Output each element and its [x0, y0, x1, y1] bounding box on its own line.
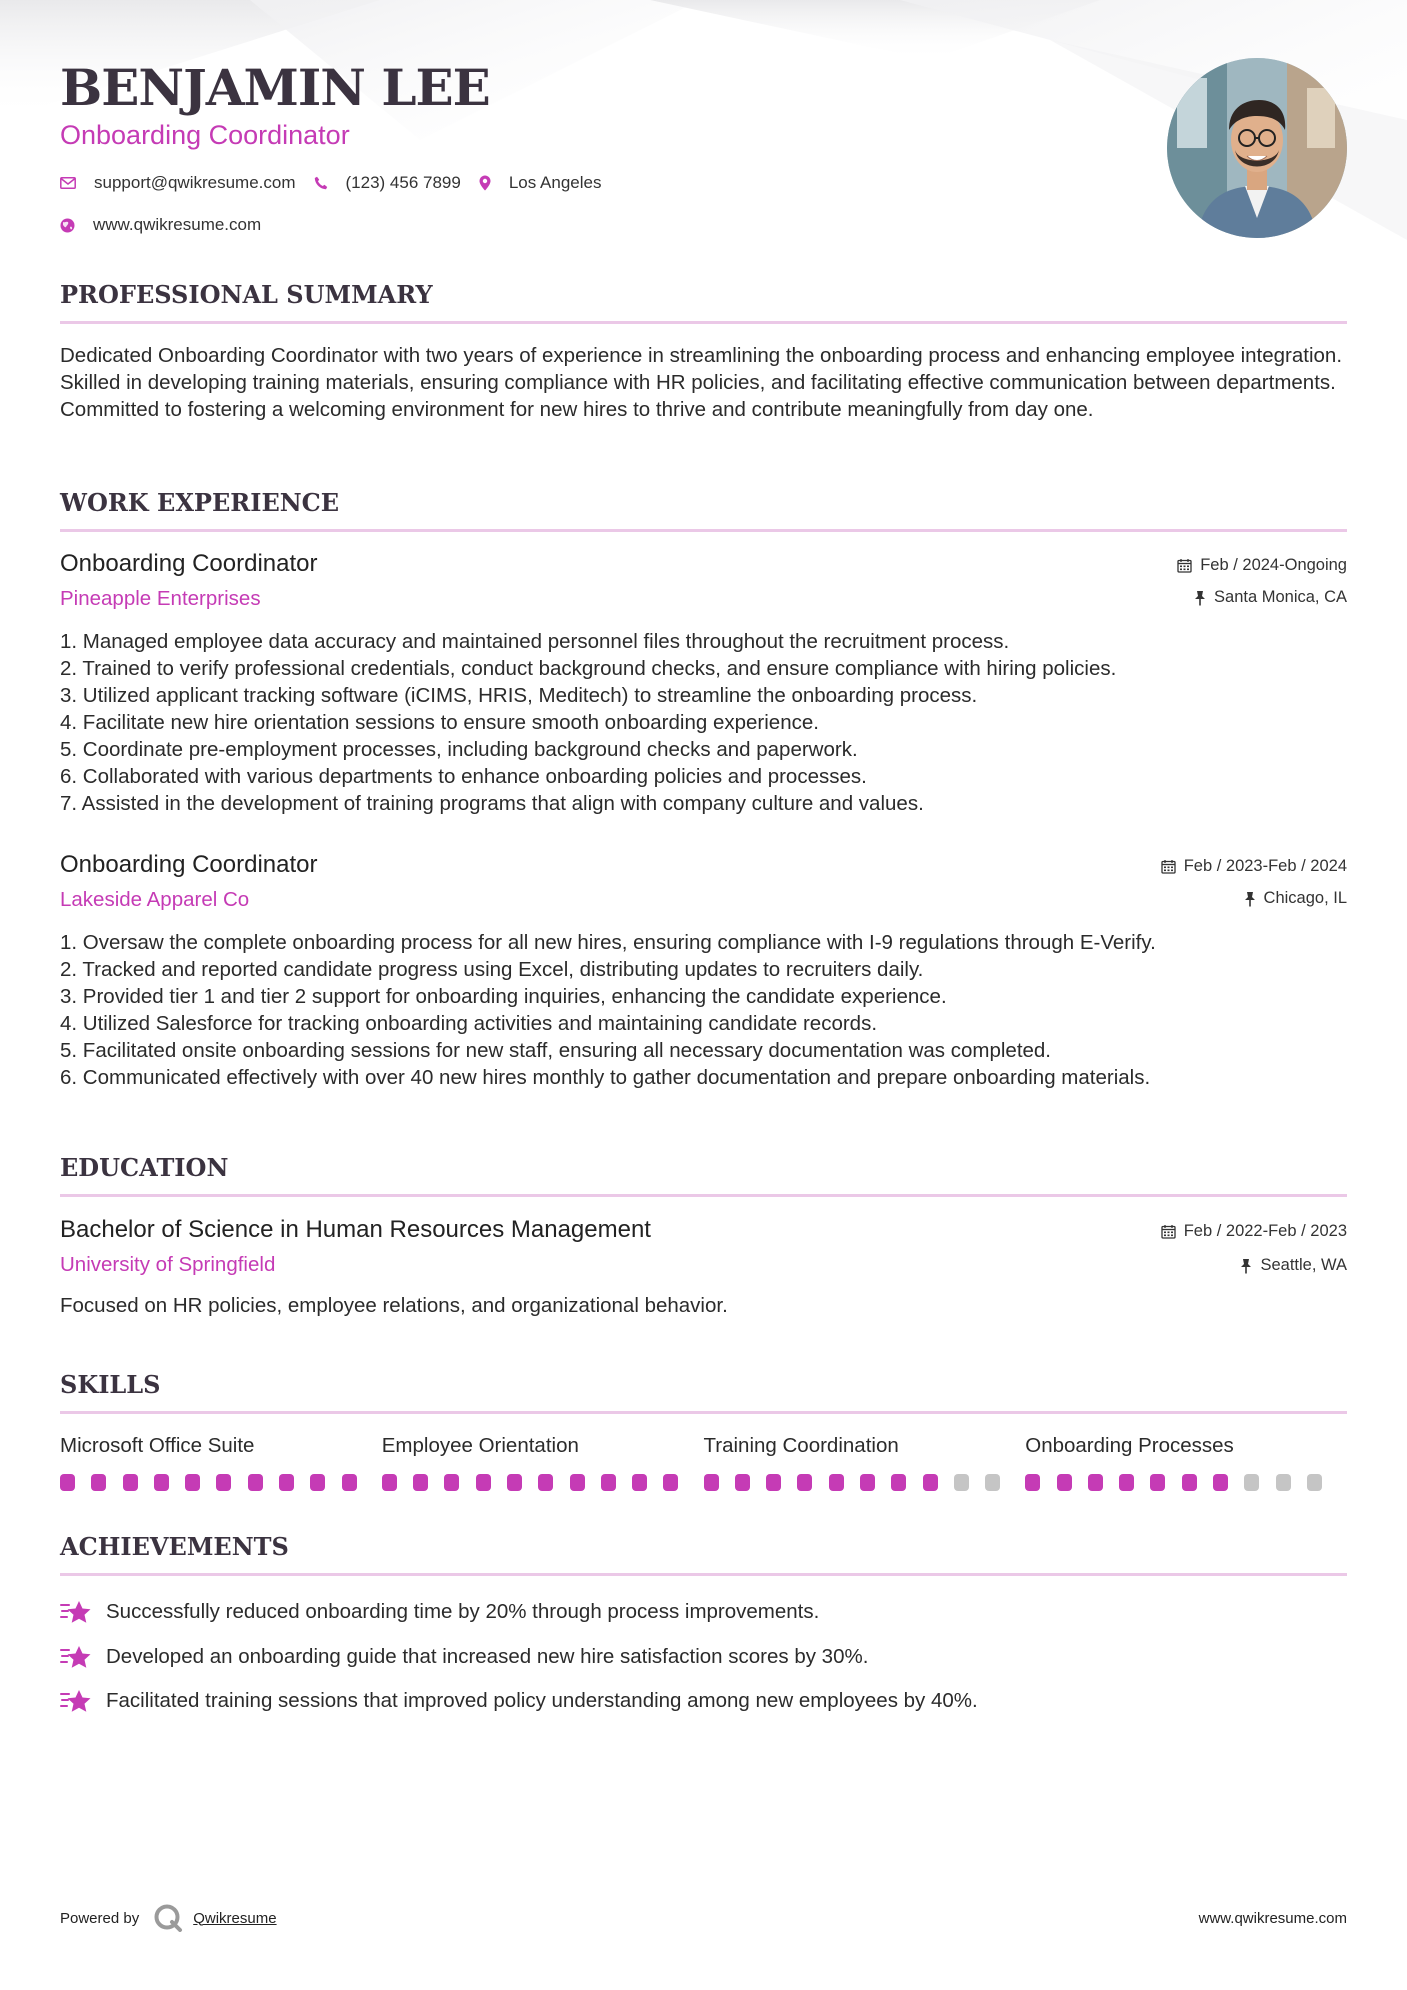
- list-item: 5. Coordinate pre-employment processes, including background checks and paperwork.: [60, 738, 858, 761]
- job-entry: [60, 550, 1347, 817]
- skill-dot-filled: [1213, 1474, 1228, 1491]
- job-title: Onboarding Coordinator: [60, 550, 318, 577]
- list-item: 6. Communicated effectively with over 40 new hires monthly to gather documentation and prepare onboarding materials.: [60, 1066, 1151, 1089]
- contact-email[interactable]: [60, 173, 296, 193]
- summary-text: Dedicated Onboarding Coordinator with two years of experience in streamlining the onboarding process and enhancing employee integration. Skilled in developing training materials, ensuring compliance with HR policies, and facilitating effective communication between departments. Committed to fostering a welcoming environment for new hires to thrive and contribute meaningfully from day one.: [60, 344, 1343, 421]
- skill-dot-filled: [154, 1474, 169, 1491]
- skill-dot-empty: [985, 1474, 1000, 1491]
- list-item: [60, 1590, 1347, 1635]
- job-date-text: Feb / 2023-Feb / 2024: [1183, 857, 1347, 875]
- education-date-text: Feb / 2022-Feb / 2023: [1183, 1222, 1347, 1240]
- skill-rating: [1025, 1474, 1347, 1491]
- skill-name: Onboarding Processes: [1025, 1434, 1234, 1457]
- skill-dot-filled: [185, 1474, 200, 1491]
- phone-icon: [314, 176, 328, 190]
- skill-dot-filled: [663, 1474, 678, 1491]
- star-achievement-icon: [60, 1688, 92, 1714]
- skill-dot-filled: [382, 1474, 397, 1491]
- job-location: [1194, 588, 1347, 607]
- calendar-icon: [1161, 1224, 1176, 1239]
- skill-dot-filled: [1057, 1474, 1072, 1491]
- skill-rating: [60, 1474, 382, 1491]
- skill-dot-filled: [860, 1474, 875, 1491]
- list-item: 7. Assisted in the development of training programs that align with company culture and values.: [60, 792, 924, 815]
- section-title: WORK EXPERIENCE: [60, 488, 340, 517]
- candidate-name: BENJAMIN LEE: [60, 58, 490, 117]
- list-item: 2. Tracked and reported candidate progress using Excel, distributing updates to recruiters daily.: [60, 958, 924, 981]
- job-entry: [60, 851, 1347, 1091]
- skill-dot-filled: [923, 1474, 938, 1491]
- achievements-list: [60, 1590, 1347, 1724]
- star-achievement-icon: [60, 1599, 92, 1625]
- education-location: [1240, 1256, 1347, 1275]
- job-company: Lakeside Apparel Co: [60, 888, 250, 911]
- skill-name: Training Coordination: [703, 1434, 899, 1457]
- job-date: [1161, 857, 1347, 876]
- skill-dot-filled: [476, 1474, 491, 1491]
- section-divider: [60, 321, 1347, 324]
- skill-name: Microsoft Office Suite: [60, 1434, 255, 1457]
- skill-dot-filled: [1088, 1474, 1103, 1491]
- education-date: [1161, 1222, 1347, 1241]
- section-title: SKILLS: [60, 1370, 161, 1399]
- website-text: www.qwikresume.com: [93, 215, 262, 234]
- list-item: 5. Facilitated onsite onboarding sessions for new staff, ensuring all necessary documentation was completed.: [60, 1039, 1052, 1062]
- job-location-text: Chicago, IL: [1263, 889, 1347, 907]
- contact-location: [479, 173, 602, 193]
- contact-row-web: [60, 215, 279, 235]
- job-location: [1244, 889, 1347, 908]
- skill-dot-filled: [538, 1474, 553, 1491]
- achievement-text: Successfully reduced onboarding time by 20% through process improvements.: [106, 1600, 820, 1624]
- list-item: 3. Utilized applicant tracking software (iCIMS, HRIS, Meditech) to streamline the onboarding process.: [60, 684, 978, 707]
- list-item: 4. Utilized Salesforce for tracking onboarding activities and maintaining candidate records.: [60, 1012, 878, 1035]
- education-location-text: Seattle, WA: [1260, 1256, 1347, 1274]
- footer-website-link[interactable]: www.qwikresume.com: [1198, 1909, 1347, 1927]
- job-location-text: Santa Monica, CA: [1214, 588, 1347, 606]
- resume-header: [60, 0, 1347, 250]
- skill-dot-filled: [891, 1474, 906, 1491]
- skills-list: [60, 1434, 1347, 1491]
- globe-icon: [60, 218, 75, 233]
- section-title: EDUCATION: [60, 1153, 229, 1182]
- skill-item: [382, 1434, 704, 1491]
- skill-dot-filled: [632, 1474, 647, 1491]
- list-item: 6. Collaborated with various departments to enhance onboarding policies and processes.: [60, 765, 867, 788]
- skill-dot-filled: [797, 1474, 812, 1491]
- skill-item: [60, 1434, 382, 1491]
- skill-dot-filled: [279, 1474, 294, 1491]
- pushpin-icon: [1194, 590, 1206, 606]
- job-date: [1177, 556, 1347, 575]
- list-item: [60, 1679, 1347, 1724]
- footer: [60, 1898, 1347, 1938]
- skill-dot-filled: [123, 1474, 138, 1491]
- achievement-text: Developed an onboarding guide that increased new hire satisfaction scores by 30%.: [106, 1644, 869, 1668]
- skill-dot-filled: [60, 1474, 75, 1491]
- contact-phone[interactable]: [314, 173, 461, 193]
- skill-rating: [704, 1474, 1026, 1491]
- job-bullets: [60, 929, 1347, 1091]
- location-text: Los Angeles: [508, 173, 602, 192]
- skill-dot-filled: [704, 1474, 719, 1491]
- list-item: [60, 1635, 1347, 1680]
- skill-dot-filled: [91, 1474, 106, 1491]
- section-divider: [60, 1194, 1347, 1197]
- summary-section: [60, 280, 1347, 423]
- skill-dot-empty: [1276, 1474, 1291, 1491]
- achievement-text: Facilitated training sessions that improved policy understanding among new employees by 40%.: [106, 1689, 978, 1713]
- section-divider: [60, 1411, 1347, 1414]
- skill-dot-filled: [735, 1474, 750, 1491]
- email-icon: [60, 177, 76, 189]
- skill-dot-filled: [1119, 1474, 1134, 1491]
- contact-website[interactable]: [60, 215, 261, 235]
- skill-dot-filled: [413, 1474, 428, 1491]
- skill-dot-filled: [507, 1474, 522, 1491]
- school-name: University of Springfield: [60, 1253, 276, 1276]
- pushpin-icon: [1240, 1258, 1252, 1274]
- skill-name: Employee Orientation: [381, 1434, 579, 1457]
- list-item: 3. Provided tier 1 and tier 2 support for onboarding inquiries, enhancing the candidate experience.: [60, 985, 947, 1008]
- skill-dot-empty: [954, 1474, 969, 1491]
- brand-link[interactable]: Qwikresume: [193, 1909, 277, 1927]
- skill-dot-filled: [601, 1474, 616, 1491]
- skill-dot-filled: [248, 1474, 263, 1491]
- list-item: 2. Trained to verify professional credentials, conduct background checks, and ensure compliance with hiring policies.: [60, 657, 1117, 680]
- section-title: PROFESSIONAL SUMMARY: [60, 280, 433, 309]
- achievements-section: [60, 1532, 1347, 1724]
- section-title: ACHIEVEMENTS: [60, 1532, 289, 1561]
- list-item: 1. Oversaw the complete onboarding process for all new hires, ensuring compliance with I-9 regulations through E-Verify.: [60, 931, 1156, 954]
- education-section: [60, 1153, 1347, 1197]
- degree-title: Bachelor of Science in Human Resources Management: [60, 1216, 651, 1243]
- section-divider: [60, 529, 1347, 532]
- job-bullets: [60, 628, 1347, 817]
- powered-by-label: Powered by: [60, 1909, 140, 1927]
- skill-dot-filled: [342, 1474, 357, 1491]
- phone-text: (123) 456 7899: [345, 173, 461, 192]
- section-divider: [60, 1573, 1347, 1576]
- skill-dot-filled: [766, 1474, 781, 1491]
- profile-photo: [1167, 58, 1347, 238]
- list-item: 4. Facilitate new hire orientation sessions to ensure smooth onboarding experience.: [60, 711, 819, 734]
- skills-section: [60, 1370, 1347, 1491]
- skill-dot-empty: [1307, 1474, 1322, 1491]
- email-text: support@qwikresume.com: [94, 173, 296, 192]
- contact-row: [60, 173, 619, 193]
- skill-dot-empty: [1244, 1474, 1259, 1491]
- skill-dot-filled: [1025, 1474, 1040, 1491]
- skill-dot-filled: [444, 1474, 459, 1491]
- calendar-icon: [1161, 859, 1176, 874]
- skill-dot-filled: [310, 1474, 325, 1491]
- footer-branding: [60, 1904, 277, 1932]
- job-company: Pineapple Enterprises: [60, 587, 261, 610]
- skill-dot-filled: [829, 1474, 844, 1491]
- qwikresume-logo-icon: [153, 1904, 183, 1932]
- job-title: Onboarding Coordinator: [60, 851, 318, 878]
- education-description: Focused on HR policies, employee relations, and organizational behavior.: [60, 1294, 728, 1317]
- list-item: 1. Managed employee data accuracy and maintained personnel files throughout the recruitment process.: [60, 630, 1010, 653]
- skill-dot-filled: [1182, 1474, 1197, 1491]
- job-date-text: Feb / 2024-Ongoing: [1200, 556, 1347, 574]
- location-pin-icon: [479, 175, 491, 191]
- pushpin-icon: [1244, 891, 1256, 907]
- skill-item: [704, 1434, 1026, 1491]
- skill-dot-filled: [216, 1474, 231, 1491]
- education-entry: [60, 1216, 1347, 1318]
- candidate-title: Onboarding Coordinator: [60, 120, 350, 150]
- experience-section: [60, 488, 1347, 532]
- skill-rating: [382, 1474, 704, 1491]
- calendar-icon: [1177, 558, 1192, 573]
- star-achievement-icon: [60, 1644, 92, 1670]
- skill-item: [1025, 1434, 1347, 1491]
- skill-dot-filled: [1150, 1474, 1165, 1491]
- skill-dot-filled: [570, 1474, 585, 1491]
